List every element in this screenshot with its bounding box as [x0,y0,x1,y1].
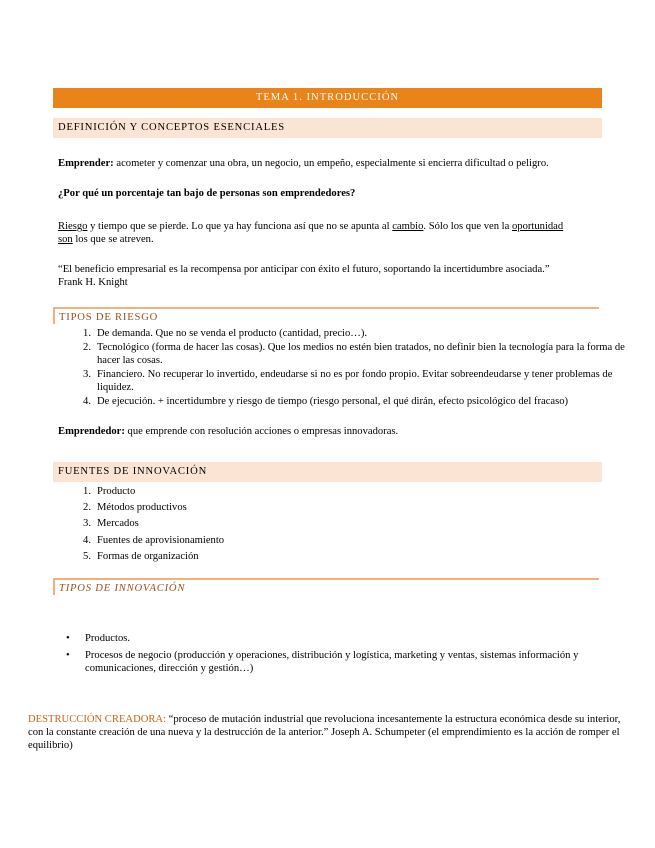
tipo-text: Procesos de negocio (producción y operaciones, distribución y logística, marketing y ventas, sistemas información y comunicaciones, dirección y gestión…) [85,650,579,674]
answer-word-cambio: cambio [392,221,424,232]
answer-text-2: . Sólo los que ven la [423,221,512,232]
destruccion-creadora-paragraph [28,713,634,752]
riesgo-text: De demanda. Que no se venda el producto (cantidad, precio…). [97,328,368,339]
fuente-text: Producto [97,486,136,497]
list-item: 1. De demanda. Que no se venda el producto (cantidad, precio…). [83,328,368,339]
fuentes-list [77,485,617,566]
list-item: 4. De ejecución. + incertidumbre y riesgo de tiempo (riesgo personal, el qué dirán, efecto psicológico del fracaso) [83,396,569,407]
emprendedor-text: que emprende con resolución acciones o empresas innovadoras. [124,426,399,437]
emprendedor-definition [58,425,618,438]
list-item [62,632,634,645]
section-header-definicion: DEFINICIÓN Y CONCEPTOS ESENCIALES [53,118,602,138]
section-header-riesgo: TIPOS DE RIESGO [53,307,599,324]
destruccion-term: DESTRUCCIÓN CREADORA: [28,714,167,725]
tipos-innovacion-list [62,632,634,675]
list-item: 2. Métodos productivos [83,502,187,513]
destruccion-text: “proceso de mutación industrial que revoluciona incesantemente la estructura económica desde su interior, con la constante creación de una nueva y la destrucción de la anterior.” Joseph A. Schumpeter (el emprendimiento es la acción de romper el equilibrio) [28,714,621,751]
list-item: 2. Tecnológico (forma de hacer las cosas). Que los medios no estén bien tratados, no definir bien la tecnología para la forma de hacer las cosas. [83,342,625,366]
list-item: 1. Producto [83,486,136,497]
riesgo-text: Financiero. No recuperar lo invertido, endeudarse si no es por fondo propio. Evitar sobreendeudarse y tener problemas de liquidez. [97,369,613,393]
fuente-text: Fuentes de aprovisionamiento [97,535,225,546]
quote-text: “El beneficio empresarial es la recompensa por anticipar con éxito el futuro, soportando la incertidumbre asociada.” [58,264,550,275]
bullet-icon: • [66,650,70,661]
list-item: 3. Financiero. No recuperar lo invertido, endeudarse si no es por fondo propio. Evitar sobreendeudarse y tener problemas de liquidez. [83,369,613,393]
fuente-text: Métodos productivos [97,502,187,513]
list-item: 4. Fuentes de aprovisionamiento [83,535,225,546]
answer-word-son: son [58,234,73,245]
riesgo-text: De ejecución. + incertidumbre y riesgo de tiempo (riesgo personal, el qué dirán, efecto psicológico del fracaso) [97,396,569,407]
emprender-term: Emprender: [58,158,114,169]
page-title-banner: TEMA 1. INTRODUCCIÓN [53,88,602,108]
section-header-tipos-innovacion: TIPOS DE INNOVACIÓN [53,578,599,595]
riesgo-text: Tecnológico (forma de hacer las cosas). Que los medios no estén bien tratados, no definir bien la tecnología para la forma de hacer las cosas. [97,342,625,366]
answer-word-oportunidad: oportunidad [511,221,564,232]
list-item: 3. Mercados [83,518,139,529]
emprender-definition [58,157,618,170]
quote-author: Frank H. Knight [58,277,128,288]
list-item [62,649,634,675]
knight-quote [58,263,618,289]
section-header-fuentes: FUENTES DE INNOVACIÓN [53,462,602,482]
riesgo-list [77,327,629,408]
question-heading: ¿Por qué un porcentaje tan bajo de personas son emprendedores? [58,188,356,199]
answer-paragraph [58,220,618,246]
fuente-text: Mercados [97,518,139,529]
emprender-text: acometer y comenzar una obra, un negocio, un empeño, especialmente si encierra dificultad o peligro. [113,158,549,169]
answer-word-riesgo: Riesgo [58,221,88,232]
fuente-text: Formas de organización [97,551,199,562]
bullet-icon: • [66,633,70,644]
emprendedor-term: Emprendedor: [58,426,125,437]
tipo-text: Productos. [85,633,131,644]
answer-text-1: y tiempo que se pierde. Lo que ya hay funciona así que no se apunta al [87,221,393,232]
answer-text-3: los que se atreven. [72,234,154,245]
list-item: 5. Formas de organización [83,551,199,562]
